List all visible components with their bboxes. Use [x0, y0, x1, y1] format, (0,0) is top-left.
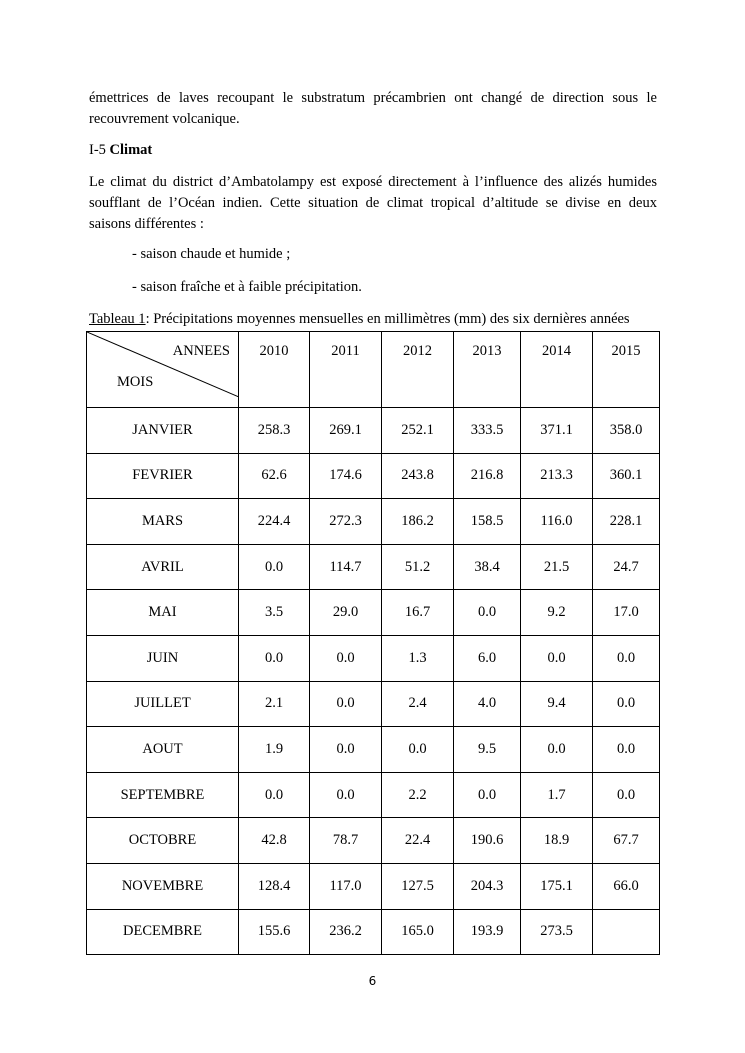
precipitation-value-cell: 0.0	[454, 772, 521, 818]
precipitation-value-cell: 117.0	[310, 863, 382, 909]
precipitation-value-cell: 6.0	[454, 635, 521, 681]
precipitation-value-cell: 269.1	[310, 408, 382, 454]
year-header: 2013	[454, 332, 521, 408]
precipitation-value-cell: 228.1	[593, 499, 660, 545]
precipitation-value-cell: 21.5	[521, 544, 593, 590]
month-cell: DECEMBRE	[87, 909, 239, 955]
table-row	[87, 544, 660, 590]
precipitation-value-cell: 174.6	[310, 453, 382, 499]
year-header: 2012	[382, 332, 454, 408]
precipitation-value-cell: 360.1	[593, 453, 660, 499]
precipitation-value-cell: 0.0	[382, 727, 454, 773]
table-row	[87, 590, 660, 636]
precipitation-value-cell: 128.4	[239, 863, 310, 909]
precipitation-value-cell: 216.8	[454, 453, 521, 499]
year-header: 2011	[310, 332, 382, 408]
section-number: I-5	[89, 142, 106, 158]
precipitation-value-cell: 22.4	[382, 818, 454, 864]
table-row	[87, 863, 660, 909]
climate-line-2: soufflant de l’Océan indien. Cette situation de climat tropical d’altitude se divise en deux	[89, 195, 657, 211]
precipitation-value-cell: 190.6	[454, 818, 521, 864]
precipitation-value-cell: 236.2	[310, 909, 382, 955]
precipitation-value-cell: 272.3	[310, 499, 382, 545]
section-heading	[89, 140, 152, 161]
year-header: 2014	[521, 332, 593, 408]
precipitation-value-cell: 186.2	[382, 499, 454, 545]
table-caption-text: : Précipitations moyennes mensuelles en millimètres (mm) des six dernières années	[145, 311, 630, 327]
precipitation-value-cell: 51.2	[382, 544, 454, 590]
diagonal-divider	[87, 332, 239, 397]
precipitation-value-cell: 0.0	[593, 635, 660, 681]
precipitation-value-cell: 155.6	[239, 909, 310, 955]
precipitation-value-cell: 0.0	[310, 635, 382, 681]
precipitation-value-cell: 0.0	[593, 772, 660, 818]
month-cell: JUIN	[87, 635, 239, 681]
month-cell: AVRIL	[87, 544, 239, 590]
precipitation-value-cell: 0.0	[593, 681, 660, 727]
year-header: 2015	[593, 332, 660, 408]
precipitation-value-cell: 2.2	[382, 772, 454, 818]
precipitation-value-cell: 42.8	[239, 818, 310, 864]
precipitation-value-cell: 0.0	[310, 772, 382, 818]
precipitation-value-cell: 0.0	[593, 727, 660, 773]
precipitation-value-cell: 0.0	[521, 727, 593, 773]
table-row	[87, 408, 660, 454]
intro-line-2: recouvrement volcanique.	[89, 111, 240, 127]
precipitation-value-cell: 16.7	[382, 590, 454, 636]
years-axis-label: ANNEES	[172, 343, 230, 359]
precipitation-value-cell: 66.0	[593, 863, 660, 909]
month-cell: OCTOBRE	[87, 818, 239, 864]
table-row	[87, 727, 660, 773]
month-cell: MAI	[87, 590, 239, 636]
climate-paragraph	[89, 172, 657, 235]
precipitation-value-cell: 2.4	[382, 681, 454, 727]
month-cell: JUILLET	[87, 681, 239, 727]
months-axis-label: MOIS	[117, 374, 154, 390]
precipitation-value-cell: 165.0	[382, 909, 454, 955]
table-caption	[89, 309, 630, 330]
precipitation-value-cell: 4.0	[454, 681, 521, 727]
precipitation-value-cell: 158.5	[454, 499, 521, 545]
season-item: - saison fraîche et à faible précipitation.	[132, 279, 362, 295]
precipitation-value-cell: 273.5	[521, 909, 593, 955]
precipitation-value-cell: 67.7	[593, 818, 660, 864]
precipitation-value-cell: 243.8	[382, 453, 454, 499]
month-cell: FEVRIER	[87, 453, 239, 499]
precipitation-value-cell: 62.6	[239, 453, 310, 499]
precipitation-value-cell: 116.0	[521, 499, 593, 545]
intro-paragraph	[89, 88, 657, 130]
table-row	[87, 909, 660, 955]
year-header: 2010	[239, 332, 310, 408]
precipitation-value-cell: 29.0	[310, 590, 382, 636]
precipitation-value-cell: 18.9	[521, 818, 593, 864]
table-row	[87, 635, 660, 681]
precipitation-value-cell: 0.0	[310, 681, 382, 727]
precipitation-value-cell: 9.5	[454, 727, 521, 773]
precipitation-value-cell: 127.5	[382, 863, 454, 909]
precipitation-value-cell: 0.0	[521, 635, 593, 681]
month-cell: MARS	[87, 499, 239, 545]
precipitation-value-cell: 17.0	[593, 590, 660, 636]
table-row	[87, 681, 660, 727]
precipitation-value-cell: 9.4	[521, 681, 593, 727]
precipitation-value-cell: 38.4	[454, 544, 521, 590]
precipitation-value-cell: 333.5	[454, 408, 521, 454]
precipitation-value-cell: 78.7	[310, 818, 382, 864]
precipitation-value-cell: 0.0	[239, 635, 310, 681]
table-row	[87, 453, 660, 499]
section-title: Climat	[109, 142, 153, 158]
precipitation-value-cell: 2.1	[239, 681, 310, 727]
month-cell: NOVEMBRE	[87, 863, 239, 909]
season-item: - saison chaude et humide ;	[132, 246, 291, 262]
precipitation-value-cell: 114.7	[310, 544, 382, 590]
precipitation-value-cell: 9.2	[521, 590, 593, 636]
precipitation-value-cell: 204.3	[454, 863, 521, 909]
month-cell: JANVIER	[87, 408, 239, 454]
precipitation-value-cell: 1.3	[382, 635, 454, 681]
table-row	[87, 499, 660, 545]
precipitation-value-cell: 224.4	[239, 499, 310, 545]
precipitation-value-cell: 258.3	[239, 408, 310, 454]
precipitation-value-cell: 358.0	[593, 408, 660, 454]
table-caption-label: Tableau 1	[89, 311, 146, 327]
climate-line-3: saisons différentes :	[89, 216, 204, 232]
corner-header-cell	[87, 332, 239, 408]
precipitation-value-cell: 0.0	[310, 727, 382, 773]
precipitation-value-cell: 3.5	[239, 590, 310, 636]
precipitation-value-cell: 175.1	[521, 863, 593, 909]
precipitation-value-cell: 193.9	[454, 909, 521, 955]
precipitation-value-cell: 0.0	[454, 590, 521, 636]
precipitation-value-cell: 24.7	[593, 544, 660, 590]
page-number: 6	[368, 974, 377, 988]
month-cell: SEPTEMBRE	[87, 772, 239, 818]
precipitation-value-cell: 1.7	[521, 772, 593, 818]
precipitation-value-cell	[593, 909, 660, 955]
precipitation-value-cell: 0.0	[239, 772, 310, 818]
intro-line-1: émettrices de laves recoupant le substratum précambrien ont changé de direction sous le	[89, 90, 657, 106]
precipitation-value-cell: 1.9	[239, 727, 310, 773]
month-cell: AOUT	[87, 727, 239, 773]
table-row	[87, 818, 660, 864]
climate-line-1: Le climat du district d’Ambatolampy est exposé directement à l’influence des alizés humides	[89, 174, 657, 190]
precipitation-value-cell: 0.0	[239, 544, 310, 590]
table-row	[87, 772, 660, 818]
table-header-row	[87, 332, 660, 408]
precipitation-value-cell: 252.1	[382, 408, 454, 454]
precipitation-table	[86, 331, 660, 955]
precipitation-value-cell: 213.3	[521, 453, 593, 499]
table-body	[87, 408, 660, 955]
precipitation-value-cell: 371.1	[521, 408, 593, 454]
